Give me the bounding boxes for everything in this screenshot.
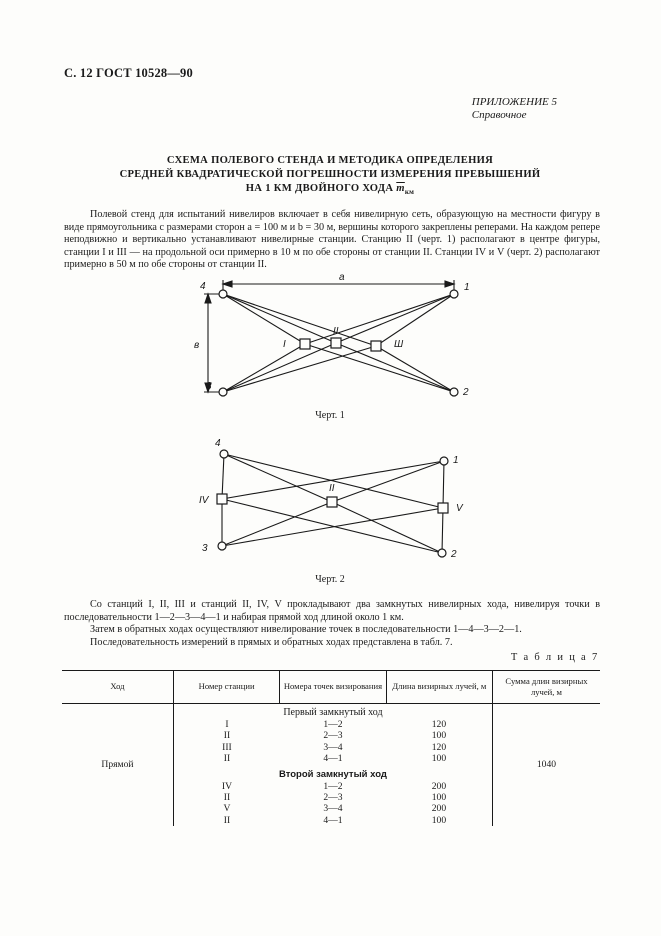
fig1-label-2: 2	[463, 387, 469, 398]
s1-points-0: 1—2	[323, 719, 343, 730]
section-2-title: Второй замкнутый ход	[278, 768, 387, 780]
document-title	[90, 154, 570, 199]
s2-points-0: 1—2	[323, 780, 343, 792]
station-IV-marker	[217, 494, 227, 504]
s2-station-0: IV	[221, 780, 233, 792]
fig2-benchmark-2-marker	[438, 549, 446, 557]
method-text-2: Затем в обратных ходах осуществляют нивелирование точек в последовательности 1—4—3—2—1.	[90, 624, 522, 636]
s1-station-1: II	[223, 730, 231, 742]
benchmark-3-marker	[219, 388, 227, 396]
cell-total: 1040	[492, 704, 600, 827]
fig1-label-3: 3	[206, 381, 212, 392]
section-1-rows	[174, 719, 492, 765]
fig2-benchmark-3-marker	[218, 542, 226, 550]
s2-station-2: V	[223, 803, 231, 815]
method-text-3: Последовательность измерений в прямых и обратных ходах представлена в табл. 7.	[90, 636, 453, 648]
s2-length-1: 100	[431, 792, 447, 804]
s1-length-0: 120	[431, 719, 447, 730]
section-2-points	[280, 781, 386, 827]
fig2-label-4: 4	[215, 438, 221, 449]
s1-points-2: 3—4	[323, 741, 343, 753]
fig1-dim-b-label: в	[194, 340, 200, 351]
title-line-2: СРЕДНЕЙ КВАДРАТИЧЕСКОЙ ПОГРЕШНОСТИ ИЗМЕРЕНИЯ ПРЕВЫШЕНИЙ	[119, 169, 541, 180]
s1-length-3: 100	[431, 753, 447, 765]
station-I-marker	[300, 339, 310, 349]
figure-2-caption: Черт. 2	[315, 574, 345, 585]
section-1-points	[280, 719, 386, 765]
s2-points-1: 2—3	[323, 792, 343, 804]
table-body-row	[62, 704, 600, 827]
s1-station-3: II	[223, 753, 231, 765]
table-label: Т а б л и ц а 7	[510, 652, 599, 663]
cell-body-group	[173, 704, 492, 827]
s1-points-3: 4—1	[323, 753, 343, 765]
section-2-lengths	[386, 781, 492, 827]
intro-paragraph	[64, 209, 600, 272]
title-line-1: СХЕМА ПОЛЕВОГО СТЕНДА И МЕТОДИКА ОПРЕДЕЛЕНИЯ	[166, 155, 494, 166]
fig1-station-III-label: Ш	[394, 339, 404, 350]
fig2-station-V-label: V	[456, 503, 463, 514]
fig2-label-2: 2	[451, 549, 457, 560]
title-line-3-text: НА 1 КМ ДВОЙНОГО ХОДА	[245, 183, 394, 194]
fig1-label-4: 4	[200, 281, 206, 292]
title-line-3	[90, 182, 570, 199]
benchmark-1-marker	[450, 290, 458, 298]
table-7	[62, 670, 600, 826]
annex-title: ПРИЛОЖЕНИЕ 5	[471, 96, 557, 108]
method-text-1: Со станций I, II, III и станций II, IV, V прокладывают два замкнутых нивелирных хода, нивелируя точки в последовательности 1—2—3—4—1 и набирая прямой ход длиной около 1 км.	[64, 599, 600, 623]
figure-1-diagram	[180, 268, 480, 408]
s2-station-1: II	[223, 792, 231, 804]
section-2-rows	[174, 781, 492, 827]
fig2-benchmark-1-marker	[440, 457, 448, 465]
fig1-dim-a-label: a	[339, 272, 345, 283]
station-III-marker	[371, 341, 381, 351]
fig2-benchmark-4-marker	[220, 450, 228, 458]
s2-length-3: 100	[431, 814, 447, 826]
header-hod: Ход	[62, 671, 173, 704]
method-paragraphs	[64, 599, 600, 649]
section-1-lengths	[386, 719, 492, 765]
section-1-title: Первый замкнутый ход	[283, 707, 383, 718]
dim-a-arrow-left	[223, 281, 232, 287]
s2-length-0: 200	[431, 780, 447, 792]
fig1-station-I-label: I	[283, 339, 286, 350]
fig2-label-3: 3	[202, 543, 208, 554]
section-1-stations	[174, 719, 280, 765]
header-sum: Сумма длин визирных лучей, м	[492, 671, 600, 704]
figure-1-caption: Черт. 1	[315, 410, 345, 421]
title-symbol: $\overline{m}$	[396, 183, 405, 194]
table-header-row	[62, 671, 600, 704]
s1-station-2: III	[222, 741, 232, 753]
station-V-marker	[438, 503, 448, 513]
dim-a-arrow-right	[445, 281, 454, 287]
benchmark-4-marker	[219, 290, 227, 298]
station-II-marker	[331, 338, 341, 348]
annex-label	[472, 96, 557, 122]
fig2-label-1: 1	[453, 455, 459, 466]
benchmark-2-marker	[450, 388, 458, 396]
fig1-station-II-label: II	[333, 326, 339, 337]
header-station: Номер станции	[173, 671, 279, 704]
s2-points-3: 4—1	[323, 814, 343, 826]
intro-text: Полевой стенд для испытаний нивелиров включает в себя нивелирную сеть, образующую на местности фигуру в виде прямоугольника с размерами сторон a = 100 м и b = 30 м, вершины которого закреплены реперами. На каждом репере неподвижно и вертикально устанавливают нивелирные станции. Станцию II (черт. 1) располагают в центре фигуры, станции I и III — на продольной оси примерно в 10 м по обе стороны от станции II. Станции IV и V (черт. 2) располагают примерно в 50 м по обе стороны от станции II.	[64, 209, 600, 271]
header-points: Номера точек визирования	[280, 671, 386, 704]
s2-station-3: II	[223, 814, 231, 826]
s1-length-1: 100	[431, 730, 447, 742]
s1-points-1: 2—3	[323, 730, 343, 742]
s1-station-0: I	[225, 719, 229, 730]
header-length: Длина визирных лучей, м	[386, 671, 492, 704]
fig2-station-II-label: II	[329, 483, 335, 494]
fig2-station-II-marker	[327, 497, 337, 507]
title-symbol-sub: км	[404, 188, 415, 197]
page-header: С. 12 ГОСТ 10528—90	[64, 66, 193, 80]
fig1-label-1: 1	[464, 282, 470, 293]
s1-length-2: 120	[431, 741, 447, 753]
annex-subtitle: Справочное	[471, 109, 527, 121]
fig2-station-IV-label: IV	[199, 495, 209, 506]
s2-points-2: 3—4	[323, 803, 343, 815]
cell-direction: Прямой	[101, 759, 134, 771]
figure-2-diagram	[180, 430, 480, 565]
s2-length-2: 200	[431, 803, 447, 815]
section-2-stations	[174, 781, 280, 827]
